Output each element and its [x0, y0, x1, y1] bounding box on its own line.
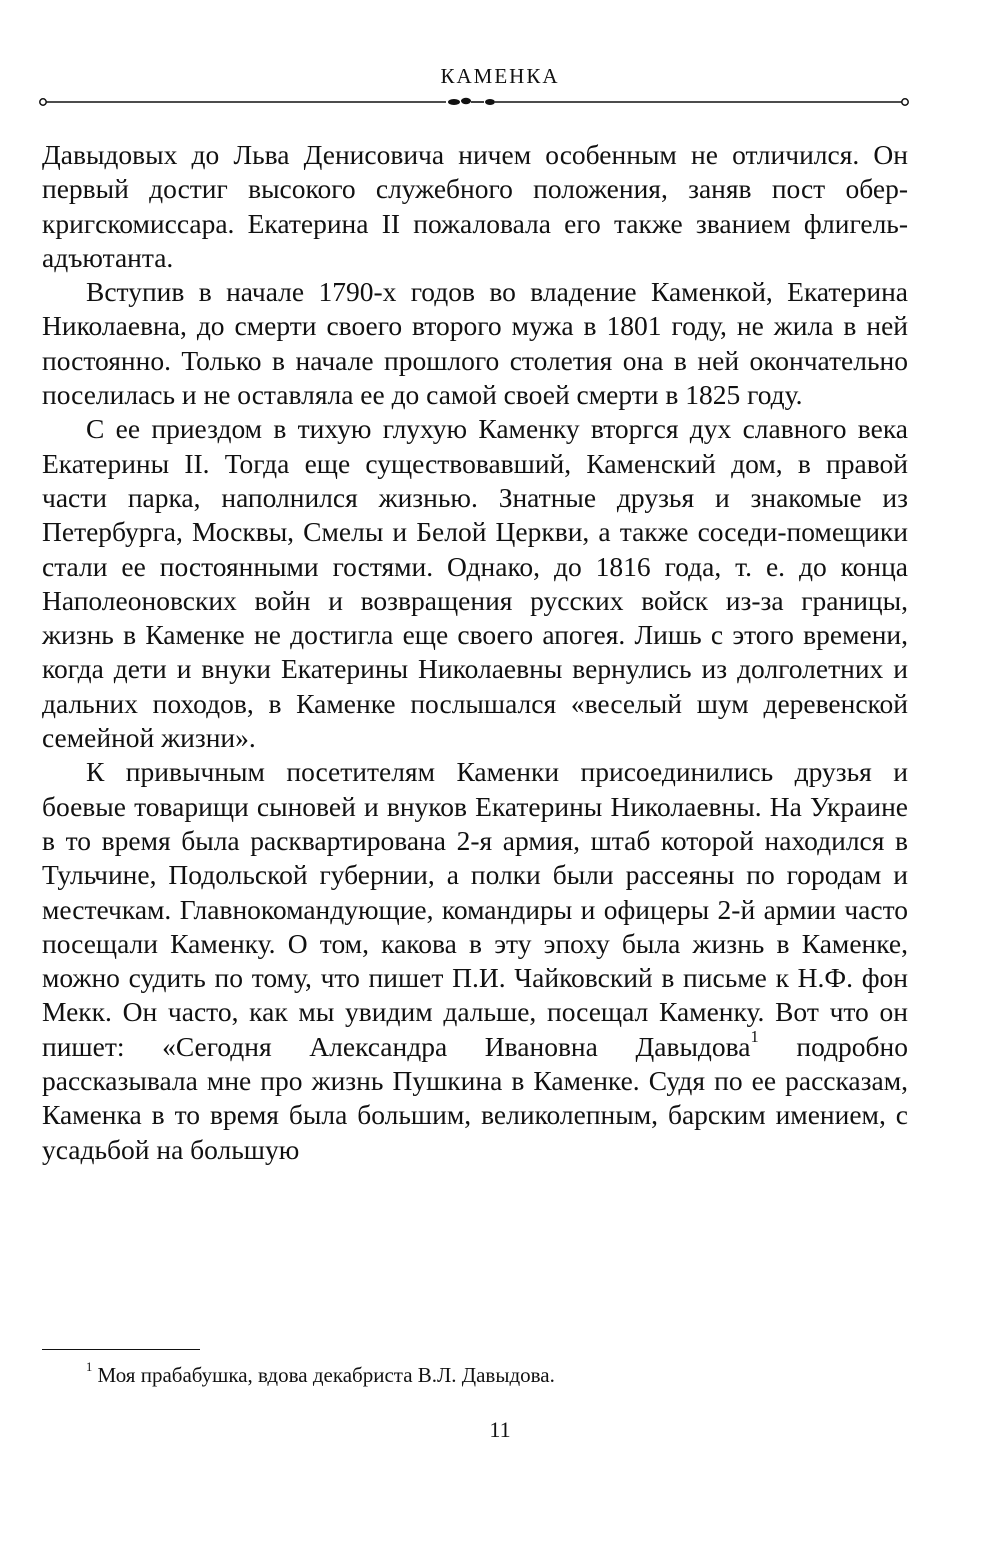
main-text — [42, 138, 908, 1167]
paragraph-text: К привычным посетителям Каменки присоединились друзья и боевые товарищи сыновей и внуков Екатерины Николаевны. На Украине в то время была расквартирована 2-я армия, штаб которой находился в Тульчине, Подольской губернии, а полки были рассеяны по городам и местечкам. Главнокомандующие, командиры и офицеры 2-й армии часто посещали Каменку. О том, какова в эту эпоху была жизнь в Каменке, можно судить по тому, что пишет П.И. Чайковский в письме к Н.Ф. фон Мекк. Он часто, как мы увидим дальше, посещал Каменку. Вот что он пишет: «Сегодня Александра Ивановна Давыдова — [42, 756, 908, 1062]
footnote-text: Моя прабабушка, вдова декабриста В.Л. Давыдова. — [92, 1363, 555, 1387]
footnote-marker: 1 — [86, 1360, 93, 1375]
page-number: 11 — [489, 1417, 511, 1442]
footnote-reference[interactable]: 1 — [750, 1027, 759, 1047]
paragraph: С ее приездом в тихую глухую Каменку вторгся дух славного века Екатерины II. Тогда еще существовавший, Каменский дом, в правой части парка, наполнился жизнью. Знатные друзья и знакомые из Петербурга, Москвы, Смелы и Белой Церкви, а также соседи-помещики стали ее постоянными гостями. Однако, до 1816 года, т. е. до конца Наполеоновских войн и возвращения русских войск из-за границы, жизнь в Каменке не достигла еще своего апогея. Лишь с этого времени, когда дети и внуки Екатерины Николаевны вернулись из долголетних и дальних походов, в Каменке послышался «веселый шум деревенской семейной жизни». — [42, 413, 908, 754]
paragraph: Вступив в начале 1790-х годов во владение Каменкой, Екатерина Николаевна, до смерти своего второго мужа в 1801 году, не жила в ней постоянно. Только в начале прошлого столетия она в ней окончательно поселилась и не оставляла ее до самой своей смерти в 1825 году. — [42, 276, 908, 411]
paragraph-text-continued: подробно рассказывала мне про жизнь Пушкина в Каменке. Судя по ее рассказам, Каменка в то время была большим, великолепным, барским имением, с усадьбой на большую — [42, 1030, 909, 1165]
paragraph — [42, 755, 908, 1167]
footnote-divider — [42, 1349, 200, 1350]
header-ornament-rule — [38, 92, 910, 112]
running-head: КАМЕНКА — [440, 64, 560, 88]
paragraph: Давыдовых до Льва Денисовича ничем особенным не отличился. Он первый достиг высокого служебного положения, заняв пост обер-кригскомиссара. Екатерина II пожаловала его также званием флигель-адъютанта. — [42, 139, 908, 273]
footnote — [86, 1360, 906, 1390]
